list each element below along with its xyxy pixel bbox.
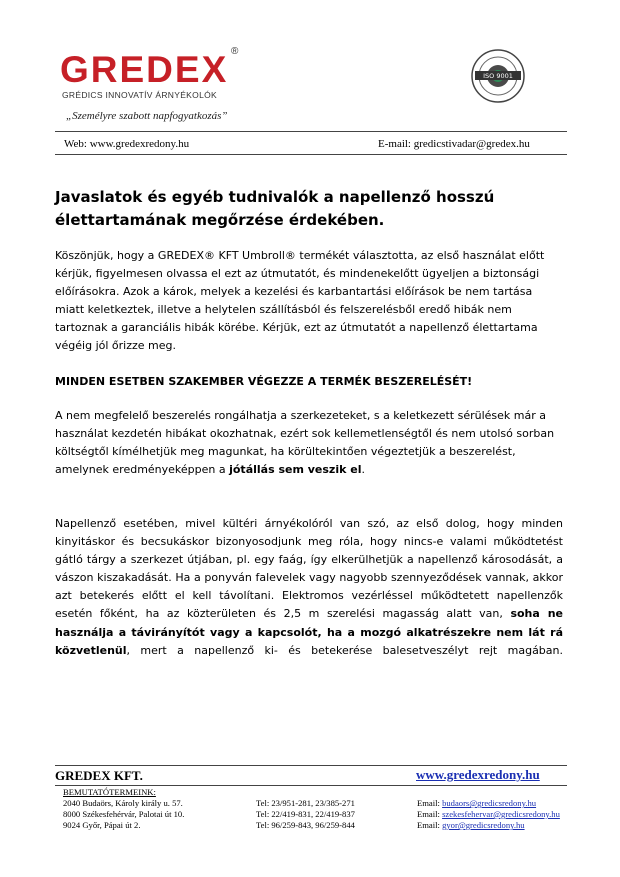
email-prefix: Email:	[417, 809, 443, 819]
address-gyor: 9024 Győr, Pápai út 2.	[63, 820, 141, 830]
intro-paragraph: Köszönjük, hogy a GREDEX® KFT Umbroll® termékét választotta, az első használat előtt kérjük, figyelmesen olvassa el ezt az útmutatót, és mindenekelőtt ügyeljen a biztonsági előírásokra. Azok a károk, melyek a kezelési és karbantartási előírások be nem tartása miatt keletkeztek, illetve a helytelen szállításból és felszerelésből eredő hibák nem tartoznak a garanciális hibák körébe. Kérjük, ezt az útmutatót a napellenző élettartama végéig jól őrizze meg.	[55, 249, 545, 353]
email-link-gyor[interactable]: gyor@gredicsredony.hu	[442, 820, 525, 830]
slogan: „Személyre szabott napfogyatkozás”	[66, 110, 228, 122]
installation-text: A nem megfelelő beszerelés rongálhatja a szerkezeteket, s a keletkezett sérülések már a használat kezdetén hibákat okozhatnak, ezért sok kellemetlenségtől és nem utolsó sorban költségtől kímélhetjük meg magunkat, ha körültekintően végeztetjük a beszerelést, amelynek eredményeképpen a	[55, 409, 555, 477]
warranty-emphasis: jótállás sem veszik el	[229, 463, 362, 477]
installation-warning: MINDEN ESETBEN SZAKEMBER VÉGEZZE A TERMÉK BESZERELÉSÉT!	[55, 375, 473, 388]
showrooms-label: BEMUTATÓTERMEINK:	[63, 787, 156, 797]
iso-seal-text: ISO 9001	[483, 72, 513, 80]
email-link-szekesfehervar[interactable]: szekesfehervar@gredicsredony.hu	[442, 809, 560, 819]
email-row-gyor	[417, 820, 560, 831]
usage-paragraph	[55, 515, 563, 660]
usage-end: , mert a napellenző ki- és betekerése balesetveszélyt rejt magában.	[126, 643, 563, 657]
footer-company: GREDEX KFT.	[55, 768, 143, 783]
email-prefix: Email:	[417, 820, 443, 830]
phone-szekesfehervar: Tel: 22/419-831, 22/419-837	[256, 809, 355, 819]
document-title: Javaslatok és egyéb tudnivalók a napellenző hosszú élettartamának megőrzése érdekében.	[55, 188, 495, 229]
email-prefix: Email:	[417, 798, 443, 808]
address-szekesfehervar: 8000 Székesfehérvár, Palotai út 10.	[63, 809, 185, 819]
gredex-logo	[60, 46, 245, 100]
footer-divider-2	[55, 785, 567, 786]
iso-seal-icon	[471, 49, 525, 103]
installation-end: .	[361, 463, 365, 477]
email-link-budaors[interactable]: budaors@gredicsredony.hu	[442, 798, 537, 808]
footer-divider	[55, 765, 567, 766]
logo-wordmark: GREDEX	[60, 49, 229, 90]
phone-gyor: Tel: 96/259-843, 96/259-844	[256, 820, 355, 830]
header-divider-bottom	[55, 154, 567, 155]
email-row-szekesfehervar	[417, 809, 560, 820]
iso-certification-seal	[471, 49, 525, 103]
phone-budaors: Tel: 23/951-281, 23/385-271	[256, 798, 355, 808]
email-row-budaors	[417, 798, 560, 809]
footer-website-link[interactable]: www.gredexredony.hu	[416, 767, 540, 782]
header-divider	[55, 131, 567, 132]
showroom-phones	[256, 798, 355, 831]
remote-warning-emphasis: soha ne használja a távirányítót vagy a kapcsolót, ha a mozgó alkatrészekre nem lát rá közvetlenül	[55, 607, 563, 657]
address-budaors: 2040 Budaörs, Károly király u. 57.	[63, 798, 183, 808]
registered-mark: ®	[231, 46, 239, 57]
header-email[interactable]: E-mail: gredicstivadar@gredex.hu	[378, 138, 530, 150]
header-web[interactable]: Web: www.gredexredony.hu	[64, 138, 190, 150]
logo-subtitle: GRÉDICS INNOVATÍV ÁRNYÉKOLÓK	[62, 90, 217, 100]
installation-paragraph	[55, 407, 563, 479]
showroom-addresses	[63, 798, 184, 831]
showroom-emails	[417, 798, 560, 831]
usage-text: Napellenző esetében, mivel kültéri árnyékolóról van szó, az első dolog, hogy minden kinyitáskor és becsukáskor bizonyosodjunk meg róla, hogy nincs-e valami működtetést gátló tárgy a szerkezet útjában, pl. egy faág, így elkerülhetjük a napellenző károsodását, a vászon kiszakadását. Ha a ponyván falevelek vagy nagyobb szennyeződések vannak, akkor azt betekerés előtt el kell távolítani. Elektromos vezérléssel működtetett napellenzők esetén főként, ha az közterületen és 2,5 m szerelési magasság alatt van,	[55, 517, 563, 621]
